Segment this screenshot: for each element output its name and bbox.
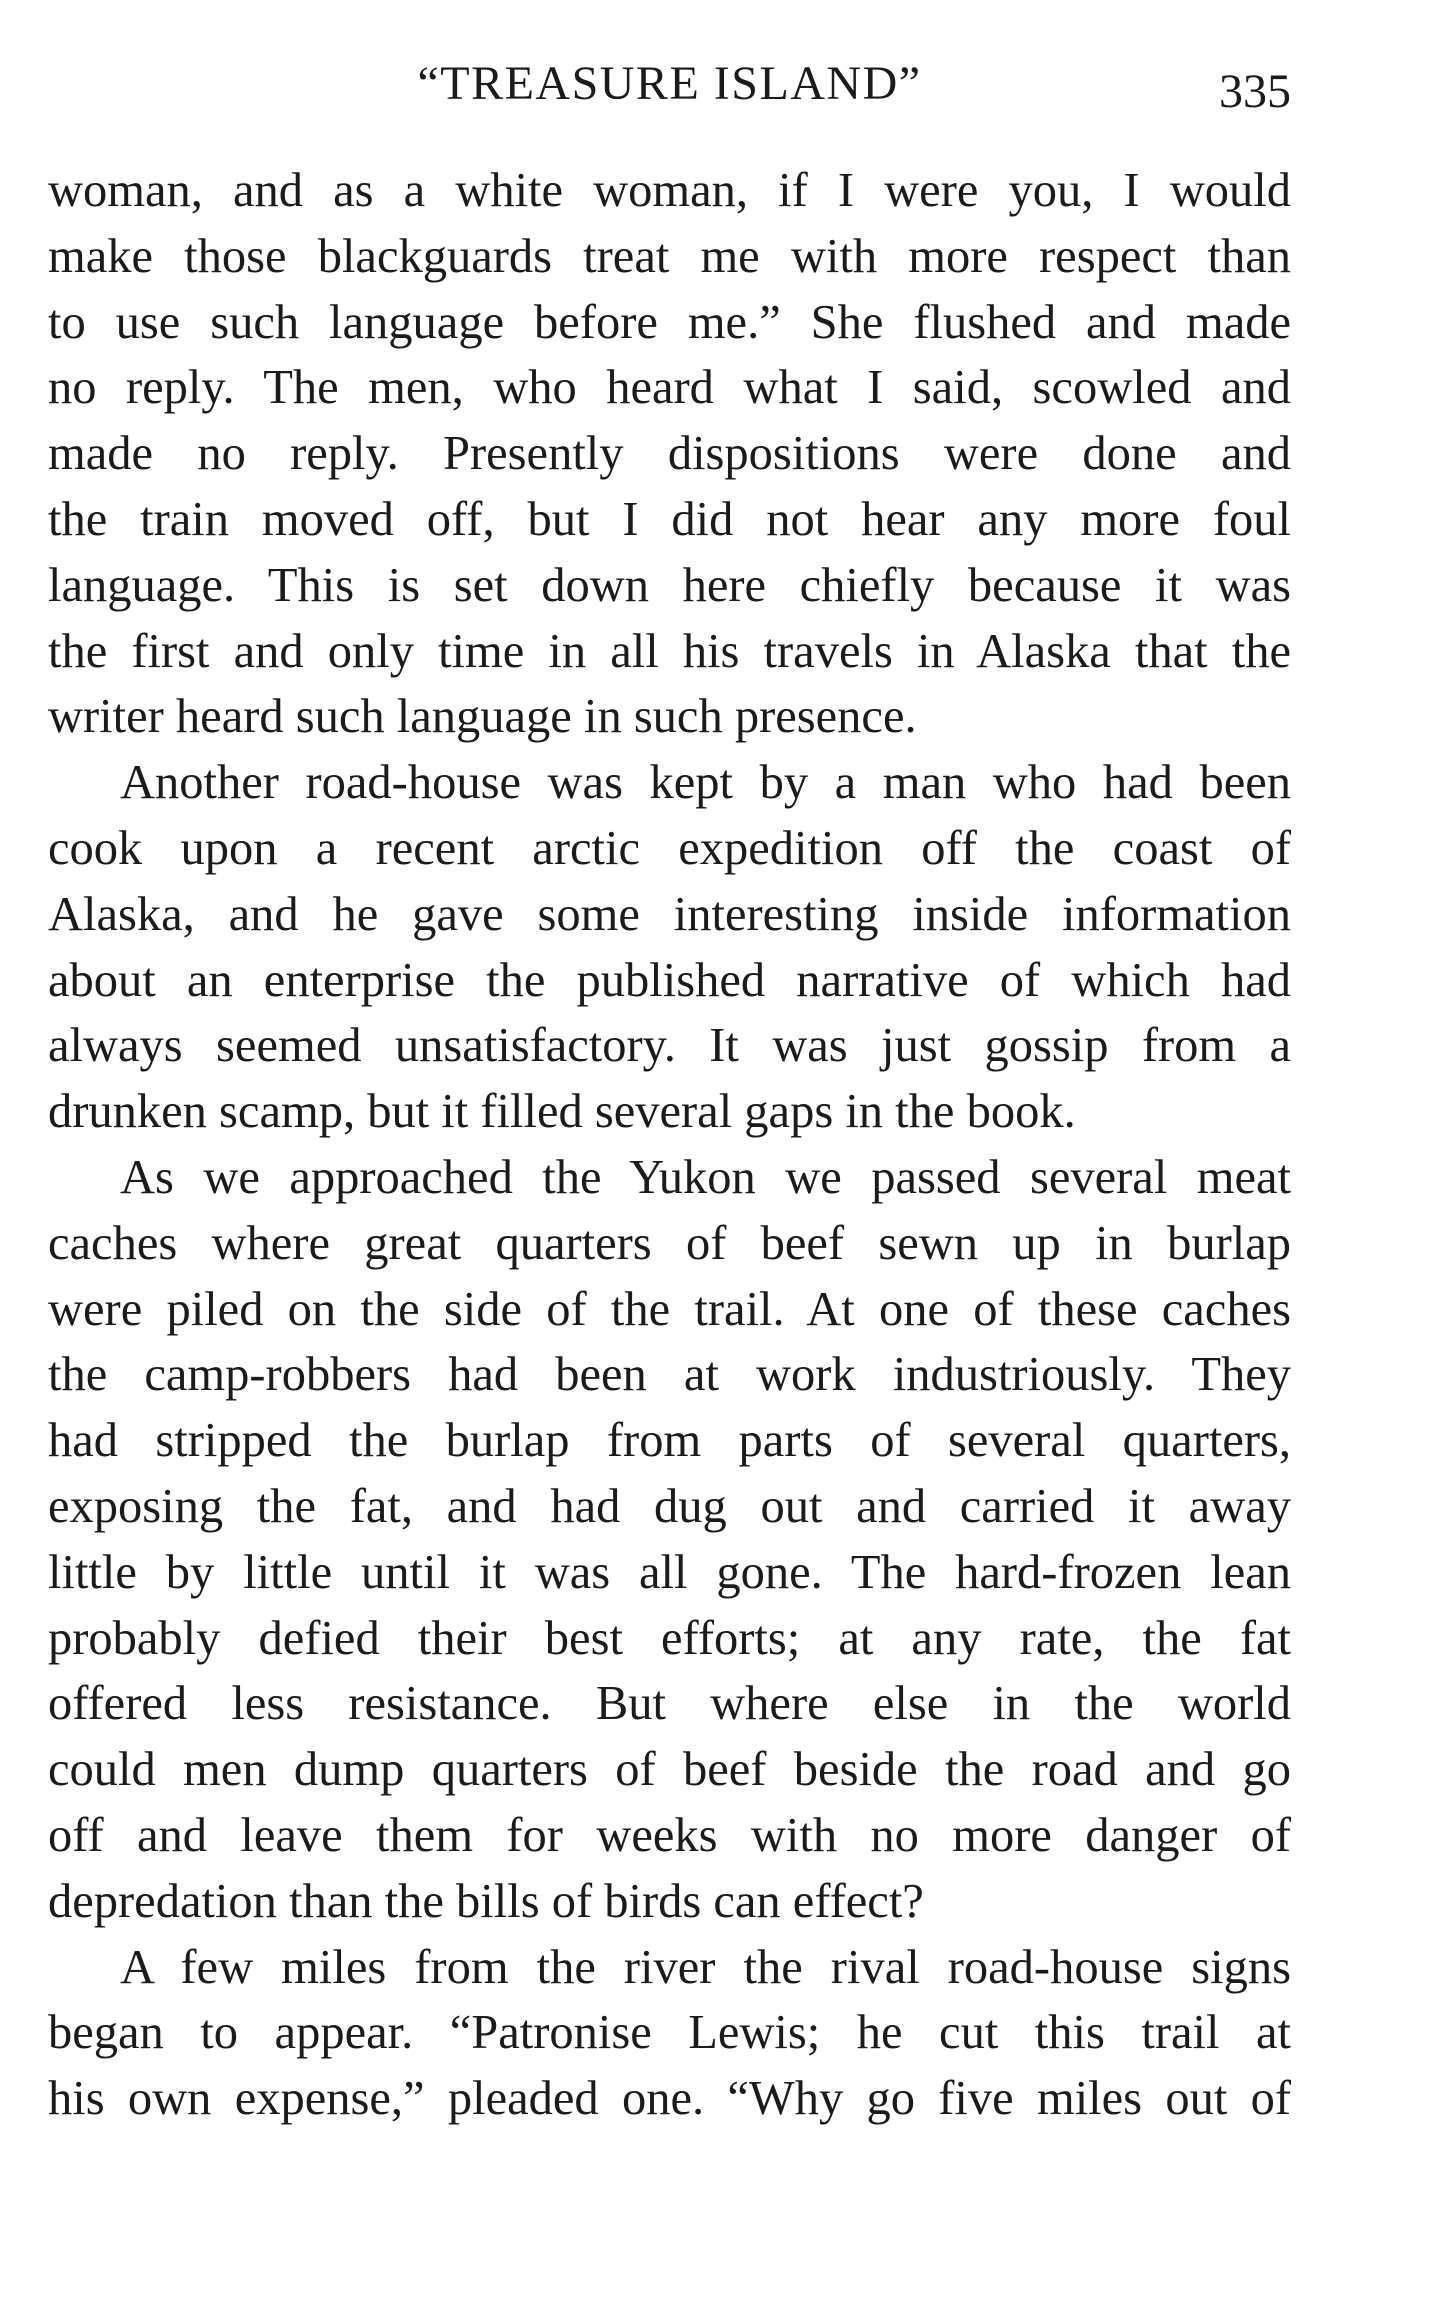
text-line: were piled on the side of the trail. At one of these caches: [48, 1282, 1291, 1336]
running-head: [48, 56, 1291, 126]
paragraph-first-line: As we approached the Yukon we passed several meat: [120, 1150, 1291, 1204]
text-line: his own expense,” pleaded one. “Why go five miles out of: [48, 2072, 1291, 2126]
text-line: the train moved off, but I did not hear any more foul: [48, 492, 1291, 546]
text-line: depredation than the bills of birds can effect?: [48, 1874, 924, 1928]
text-line: cook upon a recent arctic expedition off the coast of: [48, 821, 1291, 875]
text-line: the camp-robbers had been at work industriously. They: [48, 1348, 1291, 1402]
text-line: had stripped the burlap from parts of several quarters,: [48, 1414, 1291, 1468]
text-line: exposing the fat, and had dug out and carried it away: [48, 1479, 1291, 1533]
text-line: drunken scamp, but it filled several gaps in the book.: [48, 1085, 1076, 1139]
text-line: the first and only time in all his travels in Alaska that the: [48, 624, 1291, 678]
paragraph-first-line: Another road-house was kept by a man who had been: [120, 756, 1291, 810]
text-line: to use such language before me.” She flushed and made: [48, 295, 1291, 349]
text-line: began to appear. “Patronise Lewis; he cut this trail at: [48, 2006, 1291, 2060]
text-line: made no reply. Presently dispositions were done and: [48, 427, 1291, 481]
text-line: Alaska, and he gave some interesting inside information: [48, 887, 1291, 941]
text-line: writer heard such language in such presence.: [48, 690, 917, 744]
page-number: 335: [1219, 65, 1291, 118]
text-line: language. This is set down here chiefly because it was: [48, 558, 1291, 612]
text-line: no reply. The men, who heard what I said, scowled and: [48, 361, 1291, 415]
text-line: always seemed unsatisfactory. It was just gossip from a: [48, 1019, 1291, 1073]
text-line: make those blackguards treat me with more respect than: [48, 229, 1291, 283]
text-line: little by little until it was all gone. The hard-frozen lean: [48, 1545, 1291, 1599]
text-line: offered less resistance. But where else in the world: [48, 1677, 1291, 1731]
text-line: about an enterprise the published narrative of which had: [48, 953, 1291, 1007]
body-text: [48, 158, 1291, 2132]
paragraph-first-line: A few miles from the river the rival road-house signs: [120, 1940, 1291, 1994]
text-line: could men dump quarters of beef beside the road and go: [48, 1743, 1291, 1797]
running-title: “TREASURE ISLAND”: [417, 57, 922, 110]
text-line: caches where great quarters of beef sewn up in burlap: [48, 1216, 1291, 1270]
text-line: woman, and as a white woman, if I were you, I would: [48, 164, 1291, 217]
text-line: probably defied their best efforts; at any rate, the fat: [48, 1611, 1291, 1665]
text-line: off and leave them for weeks with no more danger of: [48, 1808, 1291, 1862]
